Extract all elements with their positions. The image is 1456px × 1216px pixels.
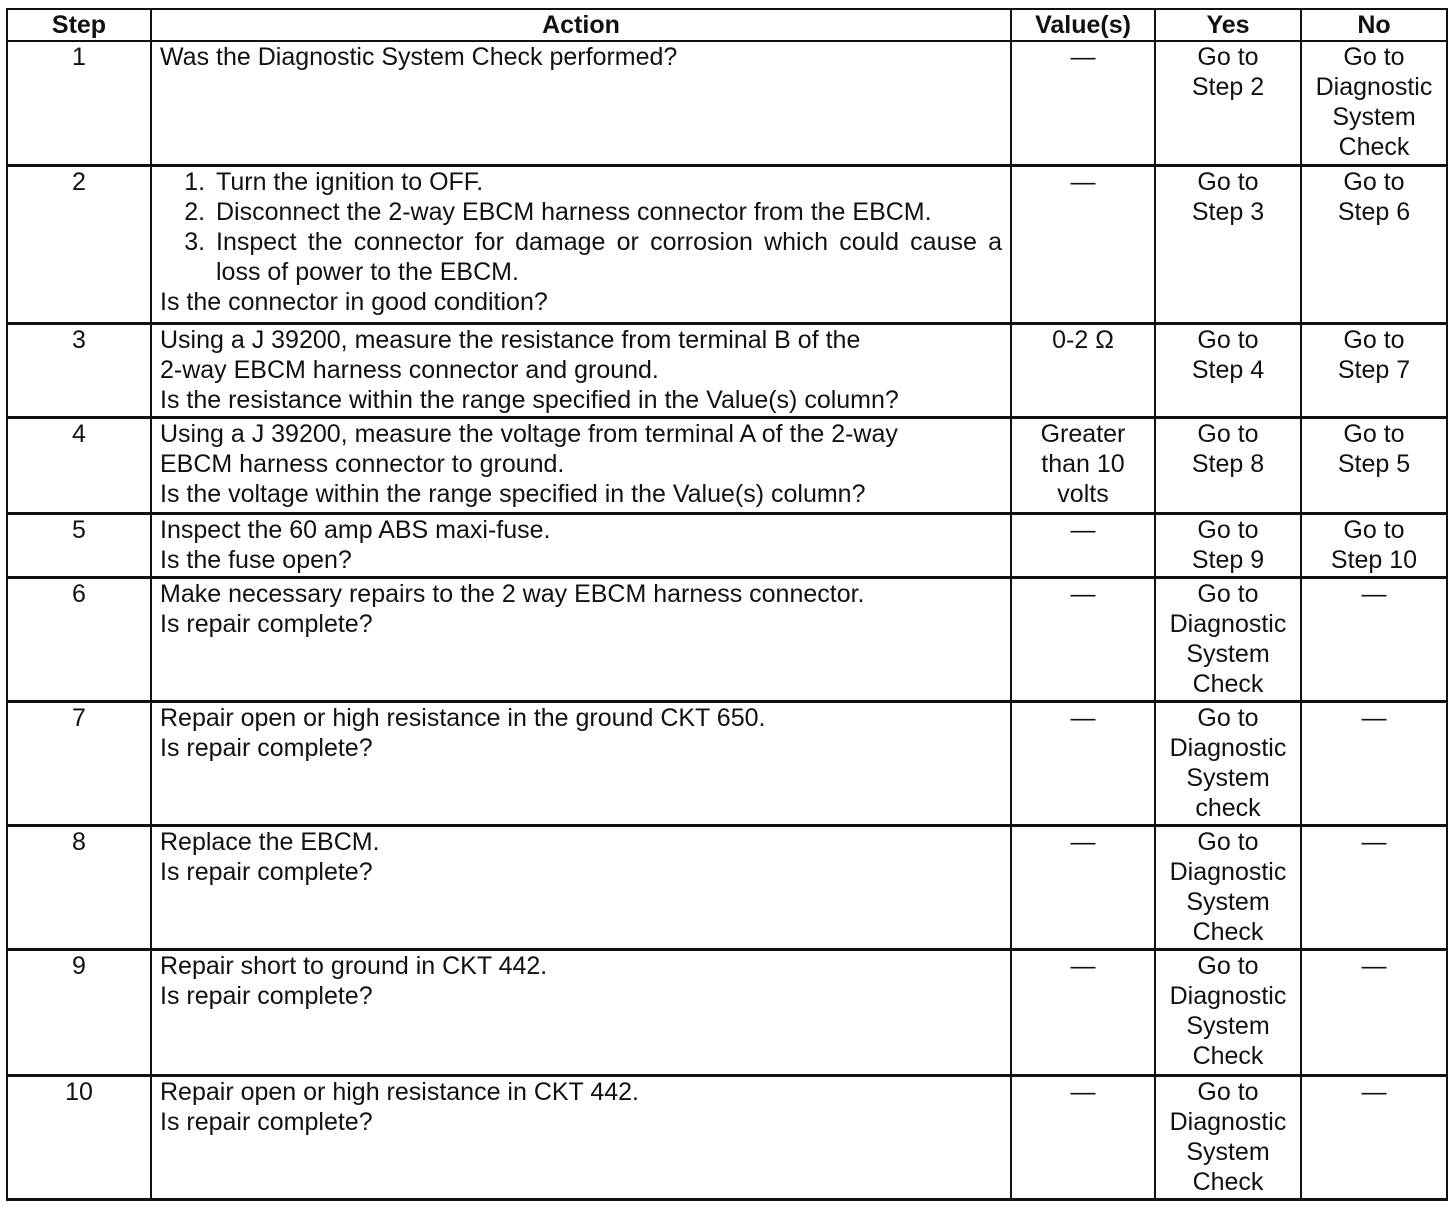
- value-cell: [1011, 323, 1155, 417]
- yes-text: Go to: [1197, 43, 1259, 71]
- table-body: [7, 41, 1447, 1199]
- yes-text: Go to: [1197, 827, 1259, 856]
- table-row: [7, 323, 1447, 417]
- value-cell: [1011, 701, 1155, 825]
- no-cell: [1301, 323, 1447, 417]
- no-text: —: [1361, 579, 1387, 608]
- action-cell: [151, 513, 1011, 577]
- action-text: Make necessary repairs to the 2 way EBCM harness connector.: [160, 579, 865, 608]
- table-row: [7, 825, 1447, 949]
- step-number: 10: [7, 1075, 151, 1199]
- no-text: —: [1361, 827, 1387, 856]
- yes-text: Go to: [1197, 515, 1259, 544]
- no-cell: [1301, 701, 1447, 825]
- yes-text: Go to: [1197, 579, 1259, 608]
- no-cell: [1301, 41, 1447, 165]
- action-text: Is repair complete?: [160, 981, 373, 1010]
- value-text: —: [1070, 43, 1096, 71]
- action-cell: [151, 1075, 1011, 1199]
- yes-text: System: [1186, 1011, 1270, 1040]
- step-number: 2: [7, 165, 151, 323]
- no-cell: [1301, 825, 1447, 949]
- action-text: Inspect the 60 amp ABS maxi-fuse.: [160, 515, 551, 544]
- yes-text: Check: [1192, 1167, 1264, 1196]
- action-cell: [151, 701, 1011, 825]
- no-text: Go to: [1343, 43, 1405, 71]
- value-cell: [1011, 41, 1155, 165]
- header-row: [7, 9, 1447, 41]
- header-values: Value(s): [1011, 9, 1155, 41]
- no-cell: [1301, 165, 1447, 323]
- yes-text: Go to: [1197, 419, 1259, 448]
- value-text: than 10: [1041, 449, 1125, 478]
- no-text: Go to: [1343, 167, 1405, 196]
- table-row: [7, 165, 1447, 323]
- yes-text: Go to: [1197, 167, 1259, 196]
- yes-cell: [1155, 949, 1301, 1075]
- yes-cell: [1155, 417, 1301, 513]
- yes-cell: [1155, 513, 1301, 577]
- header-no: No: [1301, 9, 1447, 41]
- no-text: Check: [1338, 133, 1410, 161]
- action-text: Was the Diagnostic System Check performed?: [160, 43, 678, 71]
- action-text: EBCM harness connector to ground.: [160, 449, 565, 478]
- yes-text: System: [1186, 639, 1270, 668]
- yes-text: Diagnostic: [1169, 1107, 1287, 1136]
- yes-text: Step 4: [1191, 355, 1265, 384]
- no-text: Go to: [1343, 419, 1405, 448]
- action-text: Is the connector in good condition?: [160, 287, 548, 316]
- header-step: Step: [7, 9, 151, 41]
- value-cell: [1011, 513, 1155, 577]
- yes-text: Go to: [1197, 325, 1259, 354]
- yes-text: System: [1186, 763, 1270, 792]
- action-text: Repair short to ground in CKT 442.: [160, 951, 548, 980]
- no-text: Step 6: [1337, 197, 1411, 226]
- value-cell: [1011, 417, 1155, 513]
- value-text: 0-2 Ω: [1052, 325, 1114, 354]
- yes-text: Go to: [1197, 951, 1259, 980]
- no-cell: [1301, 513, 1447, 577]
- action-text: Is the voltage within the range specified in the Value(s) column?: [160, 479, 866, 508]
- yes-text: Diagnostic: [1169, 733, 1287, 762]
- yes-text: System: [1186, 1137, 1270, 1166]
- step-number: 3: [7, 323, 151, 417]
- substep-item: 2. Disconnect the 2-way EBCM harness connector from the EBCM.: [212, 197, 1002, 227]
- yes-text: Go to: [1197, 1077, 1259, 1106]
- step-number: 4: [7, 417, 151, 513]
- header-action: Action: [151, 9, 1011, 41]
- yes-text: Step 9: [1191, 545, 1265, 574]
- no-text: System: [1332, 103, 1416, 131]
- step-number: 1: [7, 41, 151, 165]
- no-text: Step 5: [1337, 449, 1411, 478]
- value-cell: [1011, 949, 1155, 1075]
- table-row: [7, 701, 1447, 825]
- diagnostic-table: [6, 8, 1448, 1201]
- action-text: Repair open or high resistance in the ground CKT 650.: [160, 703, 766, 732]
- step-number: 6: [7, 577, 151, 701]
- action-text: Is the fuse open?: [160, 545, 352, 574]
- value-cell: [1011, 577, 1155, 701]
- value-text: volts: [1057, 479, 1109, 508]
- value-cell: [1011, 825, 1155, 949]
- yes-cell: [1155, 577, 1301, 701]
- value-text: —: [1070, 951, 1096, 980]
- table-row: [7, 949, 1447, 1075]
- no-text: —: [1361, 1077, 1387, 1106]
- step-number: 8: [7, 825, 151, 949]
- no-cell: [1301, 417, 1447, 513]
- yes-text: Diagnostic: [1169, 857, 1287, 886]
- yes-text: Step 2: [1191, 73, 1265, 101]
- action-text: Is repair complete?: [160, 857, 373, 886]
- value-text: —: [1070, 827, 1096, 856]
- yes-text: Check: [1192, 1041, 1264, 1070]
- table-row: [7, 41, 1447, 165]
- yes-cell: [1155, 825, 1301, 949]
- value-text: Greater: [1040, 419, 1126, 448]
- action-cell: [151, 577, 1011, 701]
- substep-item: 3. Inspect the connector for damage or corrosion which could cause a loss of power to the EBCM.: [212, 227, 1002, 287]
- yes-text: Go to: [1197, 703, 1259, 732]
- value-cell: [1011, 1075, 1155, 1199]
- yes-cell: [1155, 165, 1301, 323]
- yes-text: Diagnostic: [1169, 981, 1287, 1010]
- value-text: —: [1070, 703, 1096, 732]
- no-text: Go to: [1343, 325, 1405, 354]
- action-cell: [151, 323, 1011, 417]
- yes-text: Check: [1192, 917, 1264, 946]
- value-text: —: [1070, 1077, 1096, 1106]
- step-number: 5: [7, 513, 151, 577]
- table-row: [7, 577, 1447, 701]
- value-cell: [1011, 165, 1155, 323]
- value-text: —: [1070, 579, 1096, 608]
- substep-item: 1. Turn the ignition to OFF.: [212, 167, 1002, 197]
- no-text: Step 7: [1337, 355, 1411, 384]
- no-text: Go to: [1343, 515, 1405, 544]
- no-cell: [1301, 577, 1447, 701]
- action-text: Using a J 39200, measure the resistance from terminal B of the: [160, 325, 861, 354]
- yes-cell: [1155, 41, 1301, 165]
- yes-cell: [1155, 323, 1301, 417]
- action-cell: [151, 825, 1011, 949]
- action-text: 2-way EBCM harness connector and ground.: [160, 355, 659, 384]
- yes-text: Step 3: [1191, 197, 1265, 226]
- table-row: [7, 417, 1447, 513]
- action-text: Is the resistance within the range specified in the Value(s) column?: [160, 385, 899, 414]
- yes-text: Step 8: [1191, 449, 1265, 478]
- yes-text: check: [1195, 793, 1261, 822]
- step-number: 7: [7, 701, 151, 825]
- value-text: —: [1070, 167, 1096, 196]
- yes-cell: [1155, 701, 1301, 825]
- action-cell: [151, 949, 1011, 1075]
- no-cell: [1301, 1075, 1447, 1199]
- header-yes: Yes: [1155, 9, 1301, 41]
- value-text: —: [1070, 515, 1096, 544]
- action-text: Is repair complete?: [160, 1107, 373, 1136]
- action-text: Using a J 39200, measure the voltage from terminal A of the 2-way: [160, 419, 898, 448]
- yes-text: Check: [1192, 669, 1264, 698]
- table-row: [7, 1075, 1447, 1199]
- step-number: 9: [7, 949, 151, 1075]
- no-text: Step 10: [1330, 545, 1418, 574]
- no-text: Diagnostic: [1315, 73, 1433, 101]
- yes-text: System: [1186, 887, 1270, 916]
- yes-cell: [1155, 1075, 1301, 1199]
- action-text: Repair open or high resistance in CKT 442.: [160, 1077, 639, 1106]
- action-cell: [151, 165, 1011, 323]
- action-text: Is repair complete?: [160, 609, 373, 638]
- no-text: —: [1361, 703, 1387, 732]
- substep-list: [160, 167, 1006, 287]
- action-cell: [151, 417, 1011, 513]
- action-text: Replace the EBCM.: [160, 827, 380, 856]
- action-cell: [151, 41, 1011, 165]
- no-cell: [1301, 949, 1447, 1075]
- action-text: Is repair complete?: [160, 733, 373, 762]
- table-row: [7, 513, 1447, 577]
- yes-text: Diagnostic: [1169, 609, 1287, 638]
- no-text: —: [1361, 951, 1387, 980]
